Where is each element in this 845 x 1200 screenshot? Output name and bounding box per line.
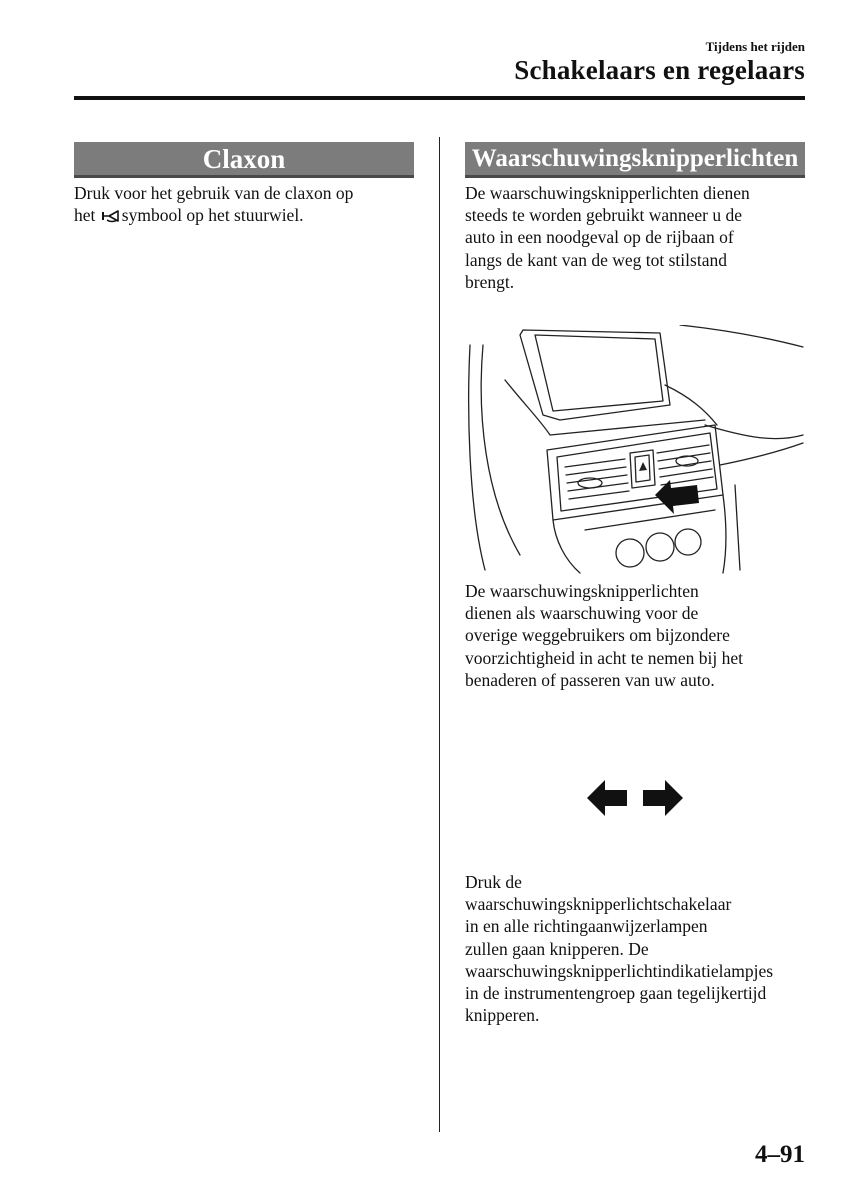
hazard-heading: Waarschuwingsknipperlichten [465,142,805,178]
horn-icon [101,206,121,228]
page-title: Schakelaars en regelaars [514,55,805,85]
page-number: 4–91 [755,1141,805,1168]
turn-signal-arrows-icon [585,776,685,820]
claxon-paragraph [74,182,419,228]
claxon-text-after: symbool op het stuurwiel. [121,205,304,226]
hazard-purpose-paragraph: De waarschuwingsknipperlichten dienen als waarschuwing voor de overige weggebruikers om bijzondere voorzichtigheid in acht te nemen bij het benaderen of passeren van uw auto. [465,581,743,690]
hazard-switch-dashboard-illustration [465,325,805,575]
hazard-instruction-paragraph: Druk de waarschuwingsknipperlichtschakelaar in en alle richtingaanwijzerlampen zullen gaan knipperen. De waarschuwingsknipperlichtindikatielampjes in de instrumentengroep gaan tegelijkertijd knipperen. [465,872,774,1026]
header-section-label: Tijdens het rijden [705,39,805,54]
header-rule [74,96,805,100]
column-divider [439,137,440,1132]
claxon-text-before: Druk voor het gebruik van de claxon op het [74,183,354,226]
claxon-heading: Claxon [74,142,414,178]
hazard-intro-paragraph: De waarschuwingsknipperlichten dienen steeds te worden gebruikt wanneer u de auto in een noodgeval op de rijbaan of langs de kant van de weg tot stilstand brengt. [465,183,750,292]
